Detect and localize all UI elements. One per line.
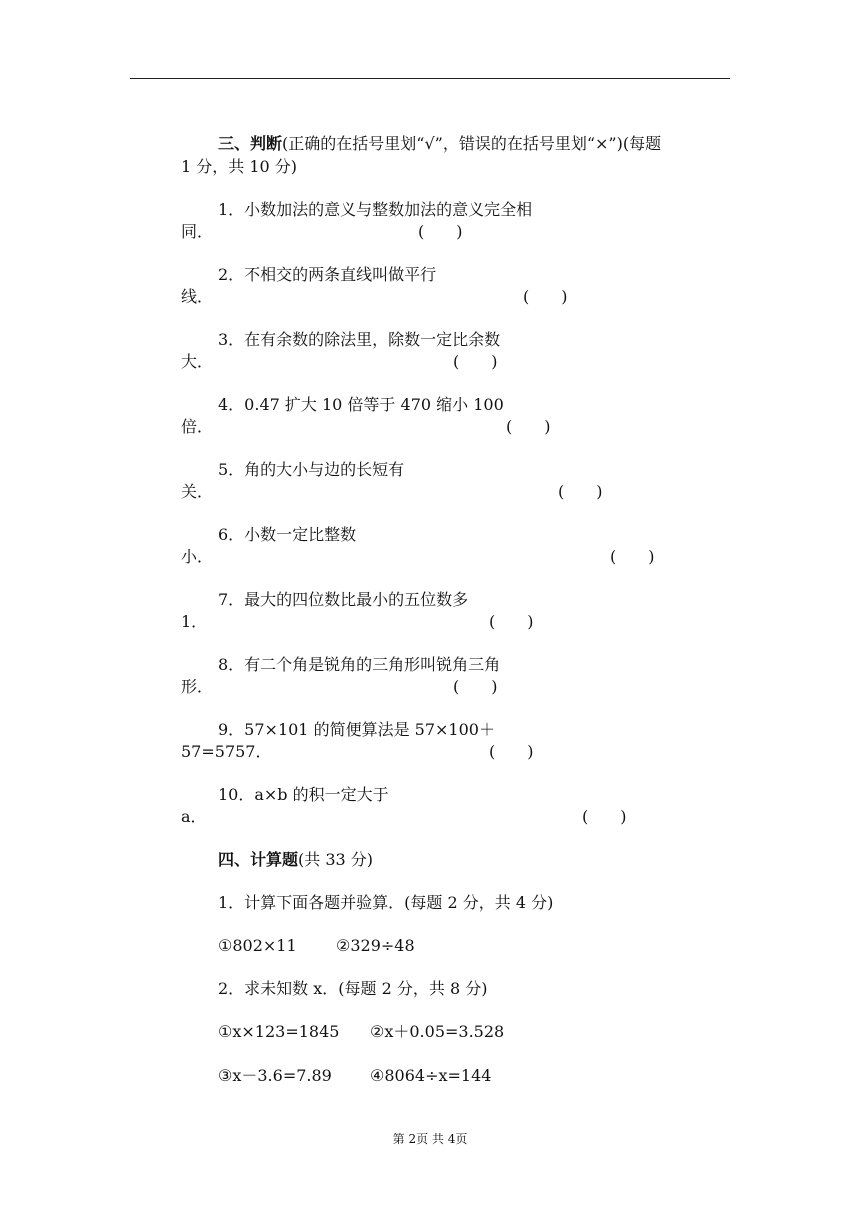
item-line2: 大． [181,352,214,371]
answer-parentheses[interactable]: ( ) [418,222,463,241]
answer-parentheses[interactable]: ( ) [453,352,498,371]
section4-heading [218,849,373,871]
answer-parentheses[interactable]: ( ) [610,547,655,566]
answer-parentheses[interactable]: ( ) [489,742,534,761]
problem-2d: ④8064÷x=144 [370,1066,492,1085]
section3-heading-bold: 三、判断 [218,134,283,153]
problem-2c: ③x－3.6=7.89 [218,1066,332,1085]
question-1: 1．计算下面各题并验算．(每题 2 分，共 4 分) [218,893,554,912]
problem-2b: ②x＋0.05=3.528 [370,1022,505,1041]
answer-parentheses[interactable]: ( ) [506,417,551,436]
item-line2: a． [181,807,207,826]
item-line2: 1． [181,612,208,631]
item-line2: 形． [181,677,214,696]
item-line1: 6．小数一定比整数 [218,525,357,544]
answer-parentheses[interactable]: ( ) [489,612,534,631]
answer-parentheses[interactable]: ( ) [453,677,498,696]
item-line1: 7．最大的四位数比最小的五位数多 [218,590,469,609]
item-line1: 3．在有余数的除法里，除数一定比余数 [218,330,501,349]
item-line1: 2．不相交的两条直线叫做平行 [218,265,437,284]
item-line1: 5．角的大小与边的长短有 [218,460,405,479]
item-line2: 线． [181,287,214,306]
section3-heading-rest: (正确的在括号里划“√”，错误的在括号里划“×”)(每题 [282,134,662,153]
item-line2: 57=5757． [181,742,272,761]
section4-heading-rest: (共 33 分) [298,850,374,869]
item-line2: 倍． [181,417,214,436]
section4-heading-bold: 四、计算题 [218,850,299,869]
item-line1: 10．a×b 的积一定大于 [218,785,389,804]
item-line2: 小． [181,547,214,566]
header-rule [130,78,730,79]
item-line1: 8．有二个角是锐角的三角形叫锐角三角 [218,655,501,674]
item-line1: 1．小数加法的意义与整数加法的意义完全相 [218,200,533,219]
problem-1a: ①802×11 [218,936,297,955]
problem-1b: ②329÷48 [336,936,415,955]
section3-heading [218,133,661,155]
answer-parentheses[interactable]: ( ) [523,287,568,306]
item-line2: 同． [181,222,214,241]
section3-heading-line2: 1 分，共 10 分) [181,157,298,176]
item-line1: 9．57×101 的简便算法是 57×100＋ [218,720,495,739]
item-line2: 关． [181,482,214,501]
page-footer: 第 2页 共 4页 [392,1132,468,1146]
question-2: 2．求未知数 x．(每题 2 分，共 8 分) [218,979,488,998]
item-line1: 4．0.47 扩大 10 倍等于 470 缩小 100 [218,395,504,414]
answer-parentheses[interactable]: ( ) [558,482,603,501]
answer-parentheses[interactable]: ( ) [582,807,627,826]
problem-2a: ①x×123=1845 [218,1022,340,1041]
